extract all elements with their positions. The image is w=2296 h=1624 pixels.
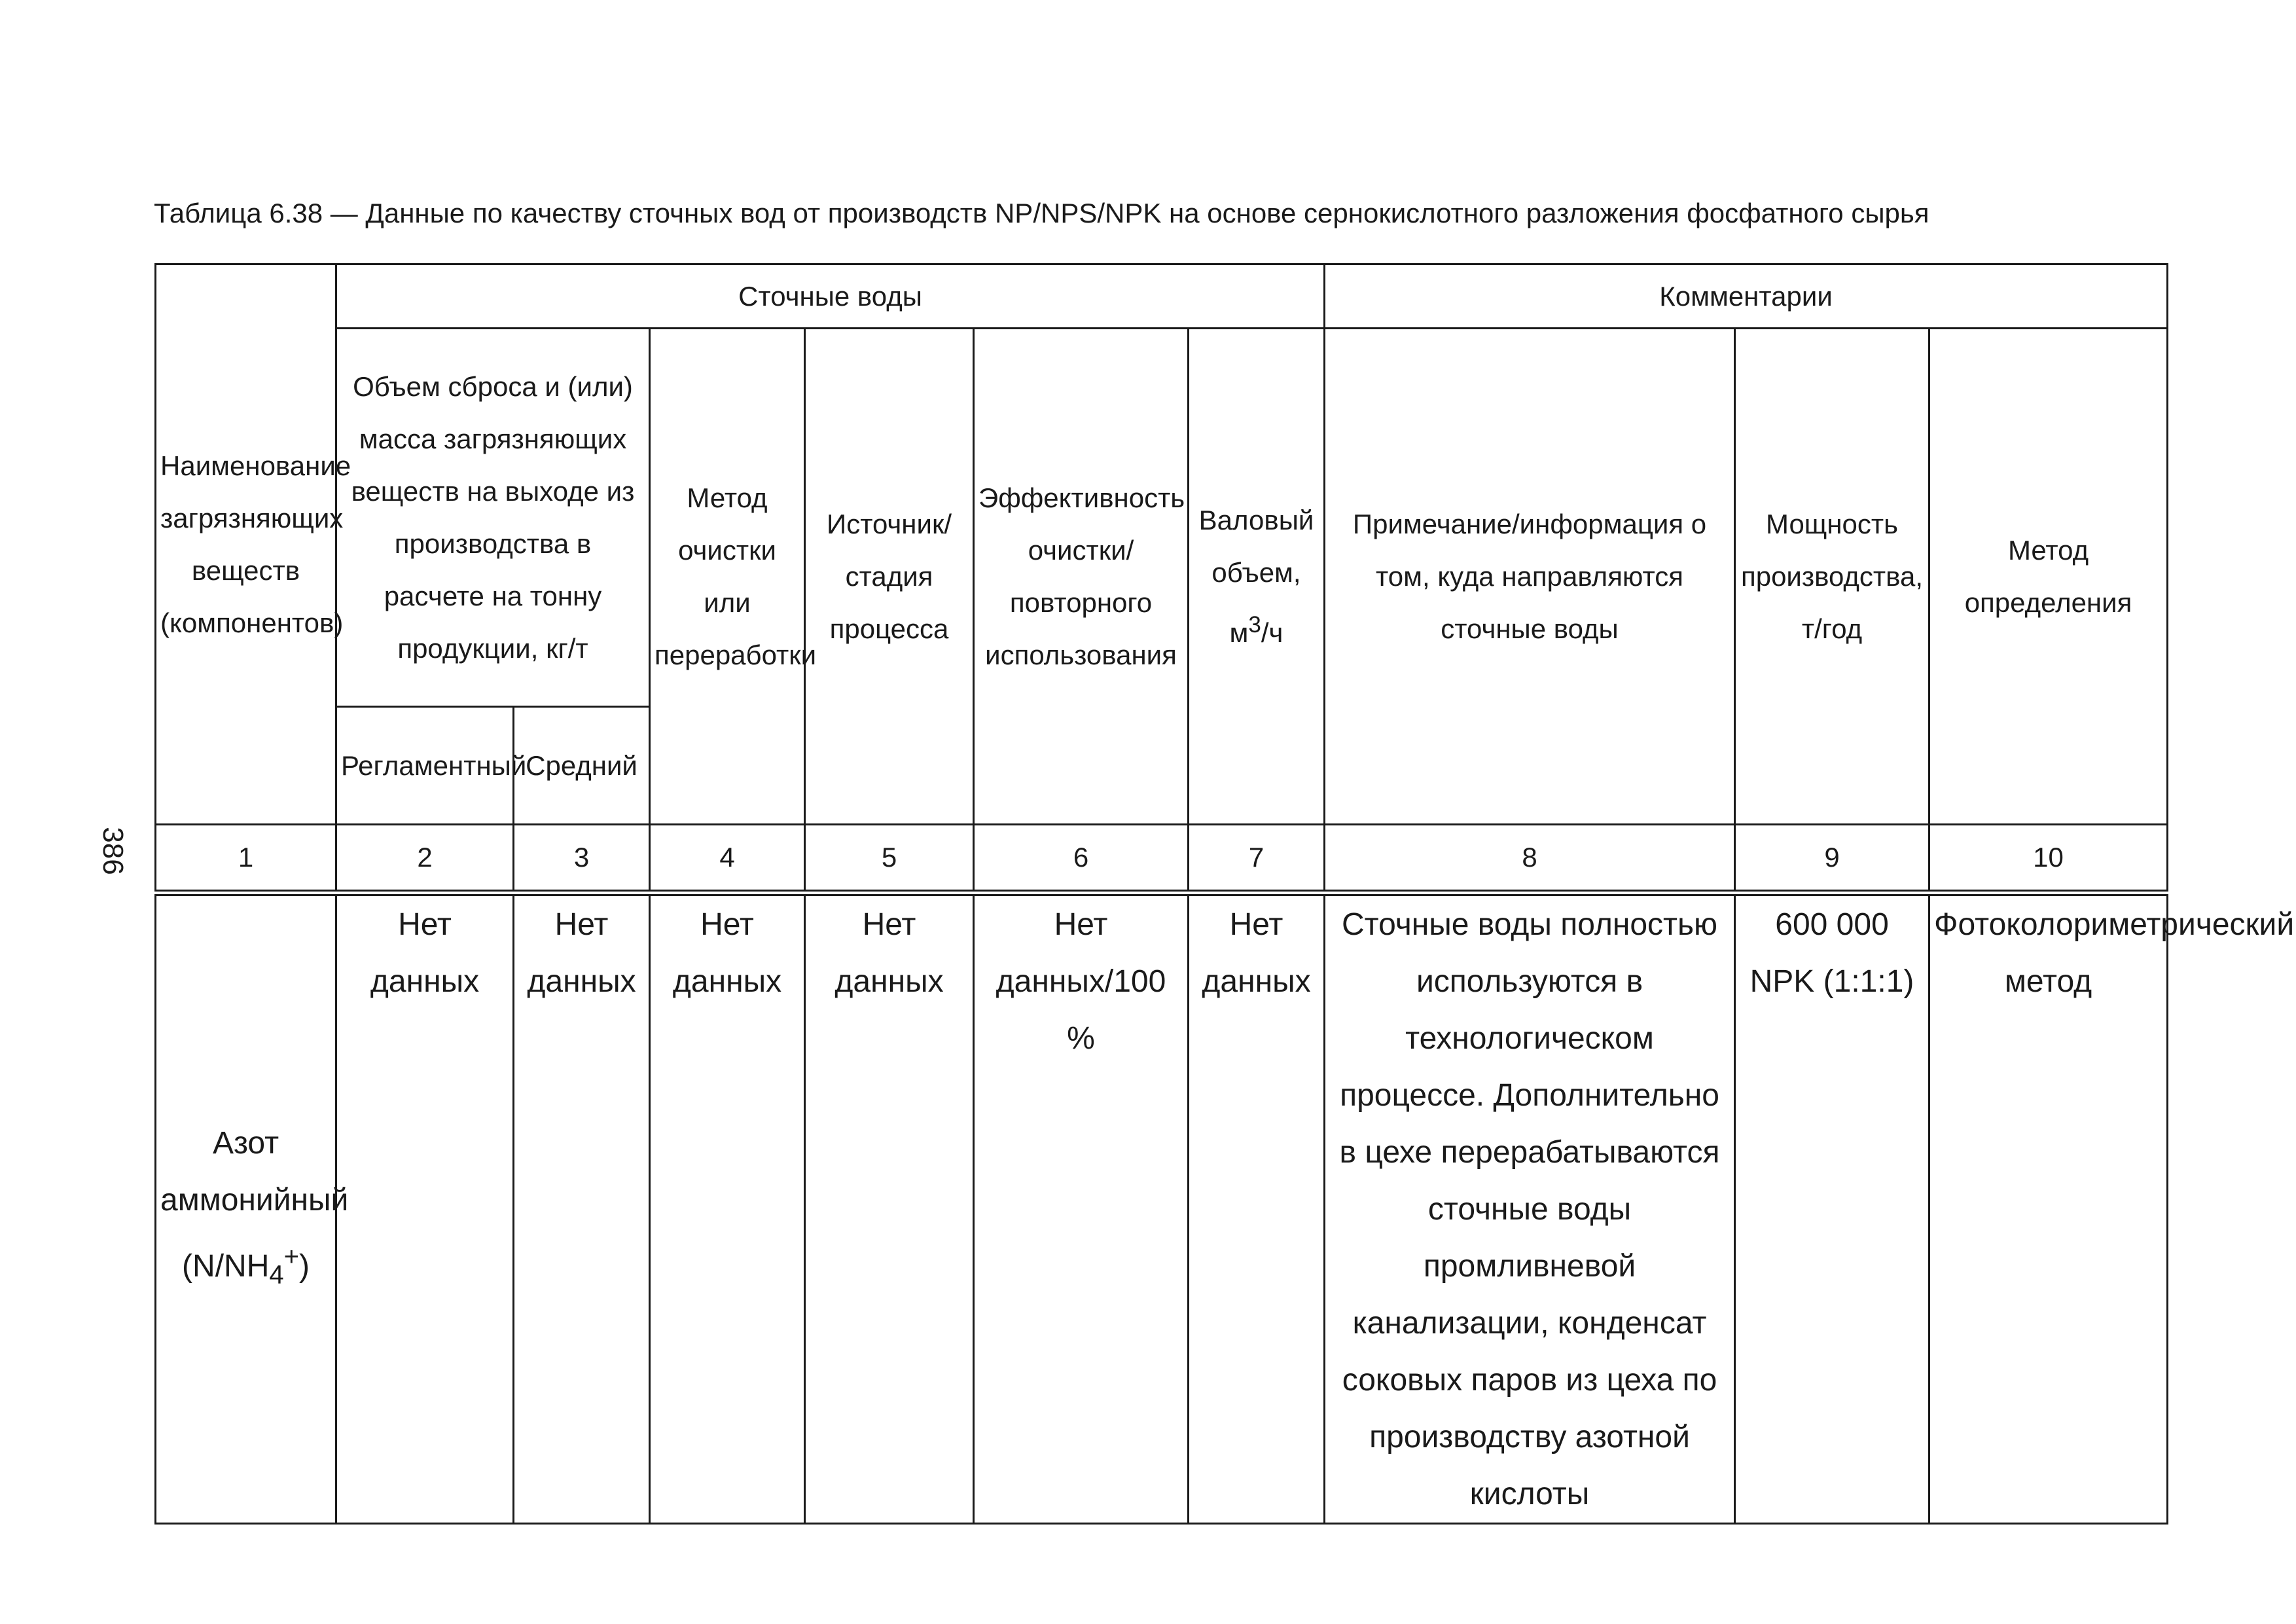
header-determination-method: Метод определения: [1929, 329, 2168, 825]
table-caption: Таблица 6.38 — Данные по качеству сточных вод от производств NP/NPS/NPK на основе сернокислотного разложения фосфатного сырья: [154, 198, 1929, 228]
header-efficiency: Эффективность очистки/повторного использования: [974, 329, 1189, 825]
cell-average: Нет данных: [514, 893, 650, 1524]
cell-regulated: Нет данных: [336, 893, 514, 1524]
header-capacity: Мощность производства, т/год: [1735, 329, 1929, 825]
cell-source-stage: Нет данных: [805, 893, 974, 1524]
header-regulated: Регламентный: [336, 707, 514, 825]
header-wastewater-group: Сточные воды: [336, 264, 1325, 329]
column-number-8: 8: [1325, 825, 1735, 893]
substance-formula-sub: 4: [269, 1260, 284, 1290]
column-number-4: 4: [650, 825, 805, 893]
gross-volume-unit-sup: 3: [1248, 611, 1261, 638]
header-discharge-volume: Объем сброса и (или) масса загрязняющих веществ на выходе из производства в расчете на тонну продукции, кг/т: [336, 329, 650, 707]
cell-gross-volume: Нет данных: [1189, 893, 1325, 1524]
header-substance-name: Наименование загрязняющих веществ (компонентов): [156, 264, 336, 825]
cell-efficiency: Нет данных/100 %: [974, 893, 1189, 1524]
column-number-3: 3: [514, 825, 650, 893]
column-number-9: 9: [1735, 825, 1929, 893]
table-row: [156, 893, 2168, 1524]
cell-treatment-method: Нет данных: [650, 893, 805, 1524]
gross-volume-unit-tail: /ч: [1261, 617, 1283, 648]
column-number-7: 7: [1189, 825, 1325, 893]
cell-substance: [156, 893, 349, 1524]
header-note: Примечание/информация о том, куда направляются сточные воды: [1325, 329, 1735, 825]
page-number: 386: [97, 827, 129, 875]
cell-determination-method: Фотоколориметрический метод: [1929, 893, 2168, 1524]
column-number-2: 2: [336, 825, 514, 893]
cell-capacity: 600 000 NPK (1:1:1): [1735, 893, 1929, 1524]
column-number-6: 6: [974, 825, 1189, 893]
substance-formula-tail: ): [298, 1248, 310, 1284]
substance-name: Азот аммонийный: [160, 1125, 349, 1218]
header-source-stage: Источник/стадия процесса: [805, 329, 974, 825]
header-treatment-method: Метод очистки или переработки: [650, 329, 805, 825]
column-number-10: 10: [1929, 825, 2168, 893]
header-average: Средний: [514, 707, 650, 825]
substance-formula: (N/NH: [182, 1248, 270, 1284]
header-comments-group: Комментарии: [1325, 264, 2168, 329]
wastewater-quality-table: [154, 263, 2295, 1525]
column-number-1: 1: [156, 825, 336, 893]
gross-volume-label: Валовый объем,: [1198, 504, 1314, 588]
substance-formula-sup: +: [283, 1242, 299, 1271]
cell-note: Сточные воды полностью используются в технологическом процессе. Дополнительно в цехе перерабатываются сточные воды промливневой канализации, конденсат соковых паров из цеха по производству азотной кислоты: [1325, 893, 1735, 1524]
gross-volume-unit: м: [1229, 617, 1249, 648]
column-number-5: 5: [805, 825, 974, 893]
header-gross-volume: [1189, 329, 1325, 825]
